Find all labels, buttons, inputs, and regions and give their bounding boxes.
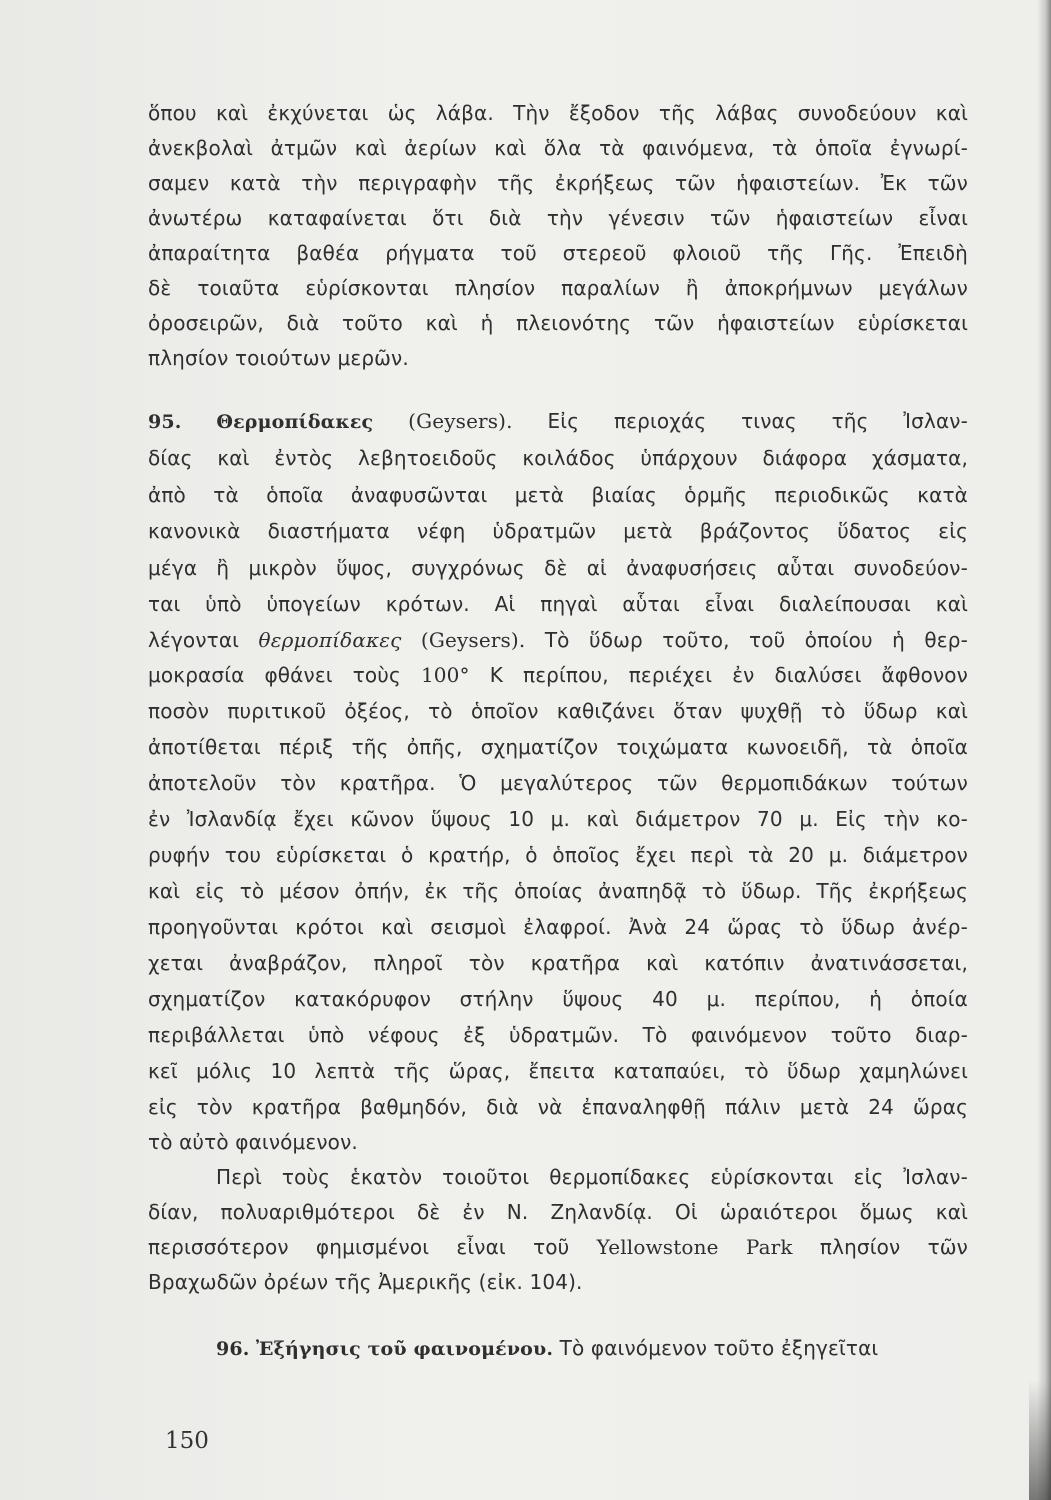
text-line: κανονικὰ διαστήματα νέφη ὑδρατμῶν μετὰ βράζοντος ὕδατος εἰς — [148, 519, 968, 543]
section-95-heading-line — [148, 404, 968, 438]
text-line: ἀποτίθεται πέριξ τῆς ὀπῆς, σχηματίζον τοιχώματα κωνοειδῆ, τὰ ὁποῖα — [148, 735, 968, 759]
text-line: καὶ εἰς τὸ μέσον ὀπήν, ἐκ τῆς ὁποίας ἀναπηδᾷ τὸ ὕδωρ. Τῆς ἐκρήξεως — [148, 879, 968, 903]
section-number: 95. — [148, 411, 182, 433]
text-line: τὸ αὐτὸ φαινόμενον. — [148, 1130, 358, 1154]
text-line: ὅπου καὶ ἐκχύνεται ὡς λάβα. Τὴν ἔξοδον τῆς λάβας συνοδεύουν καὶ — [148, 101, 968, 125]
section-title: Θερμοπίδακες — [216, 411, 374, 433]
text-line: πλησίον τοιούτων μερῶν. — [148, 346, 409, 370]
temperature-value: 100° — [420, 663, 470, 687]
text-line: Βραχωδῶν ὀρέων τῆς Ἀμερικῆς (εἰκ. 104). — [148, 1270, 583, 1294]
latin-place-name: Yellowstone Park — [596, 1235, 793, 1259]
text-run: περισσότερον φημισμένοι εἶναι τοῦ — [148, 1235, 570, 1259]
text-line — [148, 658, 968, 692]
text-line: σχηματίζον κατακόρυφον στήλην ὕψους 40 μ. περίπου, ἡ ὁποία — [148, 987, 968, 1011]
text-line — [148, 623, 968, 657]
text-line: ἀνωτέρω καταφαίνεται ὅτι διὰ τὴν γένεσιν τῶν ἡφαιστείων εἶναι — [148, 206, 968, 230]
section-title-latin: (Geysers). — [408, 409, 513, 433]
text-line: ὀροσειρῶν, διὰ τοῦτο καὶ ἡ πλειονότης τῶν ἡφαιστείων εὑρίσκεται — [148, 311, 968, 335]
text-line: ποσὸν πυριτικοῦ ὀξέος, τὸ ὁποῖον καθιζάνει ὅταν ψυχθῇ τὸ ὕδωρ καὶ — [148, 699, 968, 723]
text-line: εἰς τὸν κρατῆρα βαθμηδόν, διὰ νὰ ἐπαναληφθῇ πάλιν μετὰ 24 ὥρας — [148, 1095, 968, 1119]
text-line: ἐν Ἰσλανδίᾳ ἔχει κῶνον ὕψους 10 μ. καὶ διάμετρον 70 μ. Εἰς τὴν κο- — [148, 807, 968, 831]
text-line: κεῖ μόλις 10 λεπτὰ τῆς ὥρας, ἔπειτα καταπαύει, τὸ ὕδωρ χαμηλώνει — [148, 1059, 968, 1083]
text-line: δὲ τοιαῦτα εὑρίσκονται πλησίον παραλίων ἢ ἀποκρήμνων μεγάλων — [148, 276, 968, 300]
text-line: σαμεν κατὰ τὴν περιγραφὴν τῆς ἐκρήξεως τῶν ἡφαιστείων. Ἐκ τῶν — [148, 171, 968, 195]
latin-term: (Geysers). — [420, 628, 526, 652]
section-96-heading-line — [216, 1331, 968, 1365]
text-line: δίαν, πολυαριθμότεροι δὲ ἐν Ν. Ζηλανδίᾳ. Οἱ ὡραιότεροι ὅμως καὶ — [148, 1200, 968, 1224]
text-line: περιβάλλεται ὑπὸ νέφους ἐξ ὑδρατμῶν. Τὸ φαινόμενον τοῦτο διαρ- — [148, 1023, 968, 1047]
text-line: ται ὑπὸ ὑπογείων κρότων. Αἱ πηγαὶ αὗται εἶναι διαλείπουσαι καὶ — [148, 592, 968, 616]
section-number: 96. — [216, 1338, 250, 1360]
text-line: Περὶ τοὺς ἑκατὸν τοιοῦτοι θερμοπίδακες εὑρίσκονται εἰς Ἰσλαν- — [216, 1165, 968, 1189]
text-run: Τὸ φαινόμενον τοῦτο ἐξηγεῖται — [559, 1336, 879, 1360]
text-run: Κ περίπου, περιέχει ἐν διαλύσει ἄφθονον — [489, 663, 968, 687]
page-number: 150 — [165, 1428, 209, 1454]
book-spine-shadow — [1037, 0, 1051, 1500]
text-run: Εἰς περιοχάς τινας τῆς Ἰσλαν- — [547, 409, 968, 433]
text-line: προηγοῦνται κρότοι καὶ σεισμοὶ ἐλαφροί. Ἀνὰ 24 ὥρας τὸ ὕδωρ ἀνέρ- — [148, 915, 968, 939]
text-run: πλησίον τῶν — [819, 1235, 968, 1259]
text-run: Τὸ ὕδωρ τοῦτο, τοῦ ὁποίου ἡ θερ- — [544, 628, 968, 652]
text-line: δίας καὶ ἐντὸς λεβητοειδοῦς κοιλάδος ὑπάρχουν διάφορα χάσματα, — [148, 446, 968, 470]
text-run: λέγονται — [148, 628, 240, 652]
text-run: μοκρασία φθάνει τοὺς — [148, 663, 401, 687]
text-line: ἀπαραίτητα βαθέα ρήγματα τοῦ στερεοῦ φλοιοῦ τῆς Γῆς. Ἐπειδὴ — [148, 241, 968, 265]
text-line: χεται ἀναβράζον, πληροῖ τὸν κρατῆρα καὶ κατόπιν ἀνατινάσσεται, — [148, 951, 968, 975]
text-line: ρυφήν του εὑρίσκεται ὁ κρατήρ, ὁ ὁποῖος ἔχει περὶ τὰ 20 μ. διάμετρον — [148, 843, 968, 867]
text-line — [148, 1230, 968, 1264]
book-corner-shadow — [1029, 1380, 1051, 1500]
text-line: μέγα ἢ μικρὸν ὕψος, συγχρόνως δὲ αἱ ἀναφυσήσεις αὗται συνοδεύον- — [148, 556, 968, 580]
text-line: ἀπὸ τὰ ὁποῖα ἀναφυσῶνται μετὰ βιαίας ὁρμῆς περιοδικῶς κατὰ — [148, 483, 968, 507]
text-line: ἀνεκβολαὶ ἀτμῶν καὶ ἀερίων καὶ ὅλα τὰ φαινόμενα, τὰ ὁποῖα ἐγνωρί- — [148, 136, 968, 160]
section-title: Ἐξήγησις τοῦ φαινομένου. — [256, 1338, 554, 1360]
text-line: ἀποτελοῦν τὸν κρατῆρα. Ὁ μεγαλύτερος τῶν θερμοπιδάκων τούτων — [148, 771, 968, 795]
italic-term: θερμοπίδακες — [258, 628, 402, 652]
